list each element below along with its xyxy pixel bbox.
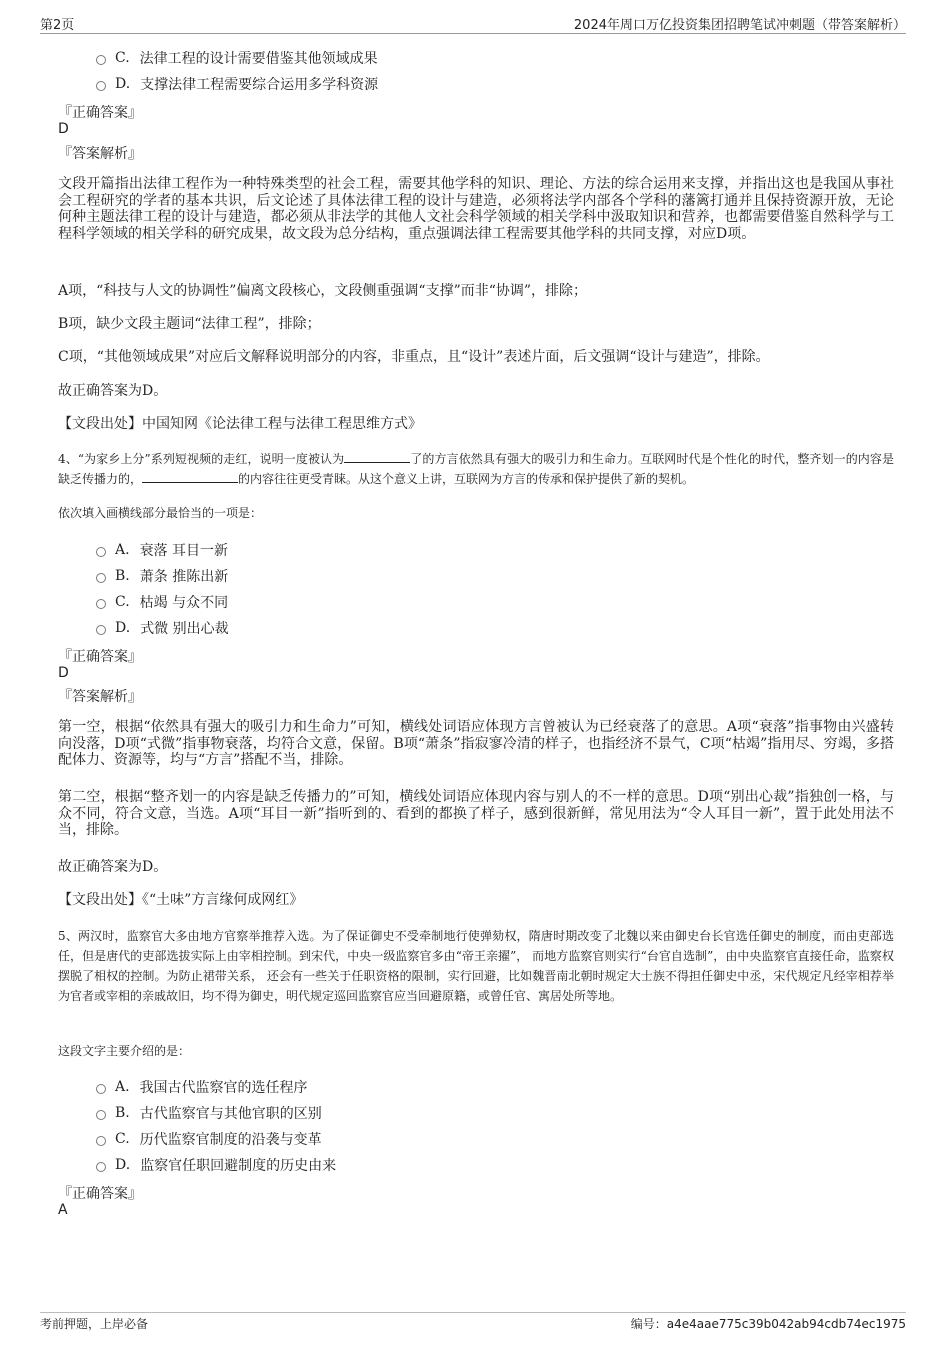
document-title: 2024年周口万亿投资集团招聘笔试冲刺题（带答案解析）: [573, 18, 906, 33]
radio-icon[interactable]: [96, 547, 106, 557]
q4-analysis-blank2: 第二空，根据“整齐划一的内容是缺乏传播力的”可知，横线处词语应体现内容与别人的不一样的意思。D项“别出心裁”指独创一格，与众不同，符合文意，当选。A项“耳目一新”指听到的、看到的都换了样子，感到很新鲜，常见用法为“令人耳目一新”，置于此处用法不当，排除。: [58, 789, 894, 838]
q4-analysis-label: 『答案解析』: [58, 689, 142, 705]
q4-answer: D: [58, 665, 69, 681]
q4-option-c[interactable]: C. 枯竭 与众不同: [96, 592, 228, 612]
radio-icon[interactable]: [96, 625, 106, 635]
q3-analysis-b: B项，缺少文段主题词“法律工程”，排除；: [58, 316, 321, 332]
page-footer: [40, 1312, 906, 1332]
radio-icon[interactable]: [96, 1136, 106, 1146]
radio-icon[interactable]: [96, 599, 106, 609]
q4-option-a[interactable]: A. 衰落 耳目一新: [96, 540, 228, 560]
page-number: 第2页: [40, 18, 75, 33]
q5-option-c[interactable]: C. 历代监察官制度的沿袭与变革: [96, 1129, 322, 1149]
q5-answer: A: [58, 1202, 68, 1218]
q3-analysis-label: 『答案解析』: [58, 146, 142, 162]
q4-stem: 4、“为家乡上分”系列短视频的走红，说明一度被认为 了的方言依然具有强大的吸引力和生命力。互联网时代是个性化的时代，整齐划一的内容是缺乏传播力的， 的内容往往更受青睐。从这个意义上讲，互联网为方言的传承和保护提供了新的契机。: [58, 452, 894, 486]
q4-analysis-blank1: 第一空，根据“依然具有强大的吸引力和生命力”可知，横线处词语应体现方言曾被认为已经衰落了的意思。A项“衰落”指事物由兴盛转向没落，D项“式微”指事物衰落，均符合文意，保留。B项“萧条”指寂寥冷清的样子，也指经济不景气，C项“枯竭”指用尽、穷竭，多搭配体力、资源等，均与“方言”搭配不当，排除。: [58, 719, 894, 768]
q5-option-b[interactable]: B. 古代监察官与其他官职的区别: [96, 1103, 322, 1123]
q4-prompt: 依次填入画横线部分最恰当的一项是：: [58, 506, 263, 520]
radio-icon[interactable]: [96, 55, 106, 65]
radio-icon[interactable]: [96, 1110, 106, 1120]
q3-answer: D: [58, 121, 69, 137]
q5-option-d[interactable]: D. 监察官任职回避制度的历史由来: [96, 1155, 336, 1175]
page-header: [40, 14, 906, 34]
q4-option-d[interactable]: D. 式微 别出心裁: [96, 618, 229, 638]
blank-1: [344, 450, 410, 463]
q5-prompt: 这段文字主要介绍的是：: [58, 1044, 191, 1058]
footer-slogan: 考前押题，上岸必备: [40, 1317, 149, 1331]
q5-option-a[interactable]: A. 我国古代监察官的选任程序: [96, 1077, 308, 1097]
q4-source: 【文段出处】《“土味”方言缘何成网红》: [58, 892, 304, 908]
blank-2: [142, 470, 238, 483]
q5-stem: 5、两汉时，监察官大多由地方官察举推荐入选。为了保证御史不受牵制地行使弹劾权，隋唐时期改变了北魏以来由御史台长官选任御史的制度，而由吏部选任，但是唐代的吏部选拔实际上由宰相控制。到宋代，中央一级监察官多由“帝王亲擢”， 而地方监察官则实行“台官自选制”，由中央监察官直接任命，监察权摆脱了相权的控制。为防止裙带关系， 还会有一些关于任职资格的限制，实行回避，比如魏晋南北朝时规定大士族不得担任御史中丞，宋代规定凡经宰相荐举为官者或宰相的亲戚故旧，均不得为御史，明代规定巡回监察官应当回避原籍，或曾任官、寓居处所等地。: [58, 929, 894, 1003]
q3-conclusion: 故正确答案为D。: [58, 383, 168, 399]
radio-icon[interactable]: [96, 81, 106, 91]
q3-analysis-a: A项，“科技与人文的协调性”偏离文段核心，文段侧重强调“支撑”而非“协调”，排除；: [58, 283, 588, 299]
q3-source: 【文段出处】中国知网《论法律工程与法律工程思维方式》: [58, 416, 422, 432]
q3-answer-label: 『正确答案』: [58, 105, 142, 121]
radio-icon[interactable]: [96, 1162, 106, 1172]
q3-option-d[interactable]: D. 支撑法律工程需要综合运用多学科资源: [96, 74, 378, 94]
q5-answer-label: 『正确答案』: [58, 1186, 142, 1202]
q3-analysis-para: 文段开篇指出法律工程作为一种特殊类型的社会工程，需要其他学科的知识、理论、方法的综合运用来支撑，并指出这也是我国从事社会工程研究的学者的基本共识，后文论述了具体法律工程的设计与建造，必须将法学内部各个学科的藩篱打通并且保持资源开放，无论何种主题法律工程的设计与建造，都必须从非法学的其他人文社会科学领域的相关学科中汲取知识和营养，也都需要借鉴自然科学与工程科学领域的相关学科的研究成果，故文段为总分结构，重点强调法律工程需要其他学科的共同支撑，对应D项。: [58, 176, 894, 242]
document-id: 编号：a4e4aae775c39b042ab94cdb74ec1975: [630, 1317, 906, 1331]
q4-conclusion: 故正确答案为D。: [58, 859, 168, 875]
q4-option-b[interactable]: B. 萧条 推陈出新: [96, 566, 228, 586]
q3-analysis-c: C项，“其他领域成果”对应后文解释说明部分的内容，非重点，且“设计”表述片面，后文强调“设计与建造”，排除。: [58, 349, 770, 365]
radio-icon[interactable]: [96, 1084, 106, 1094]
radio-icon[interactable]: [96, 573, 106, 583]
q4-answer-label: 『正确答案』: [58, 649, 142, 665]
q3-option-c[interactable]: C. 法律工程的设计需要借鉴其他领域成果: [96, 48, 378, 68]
